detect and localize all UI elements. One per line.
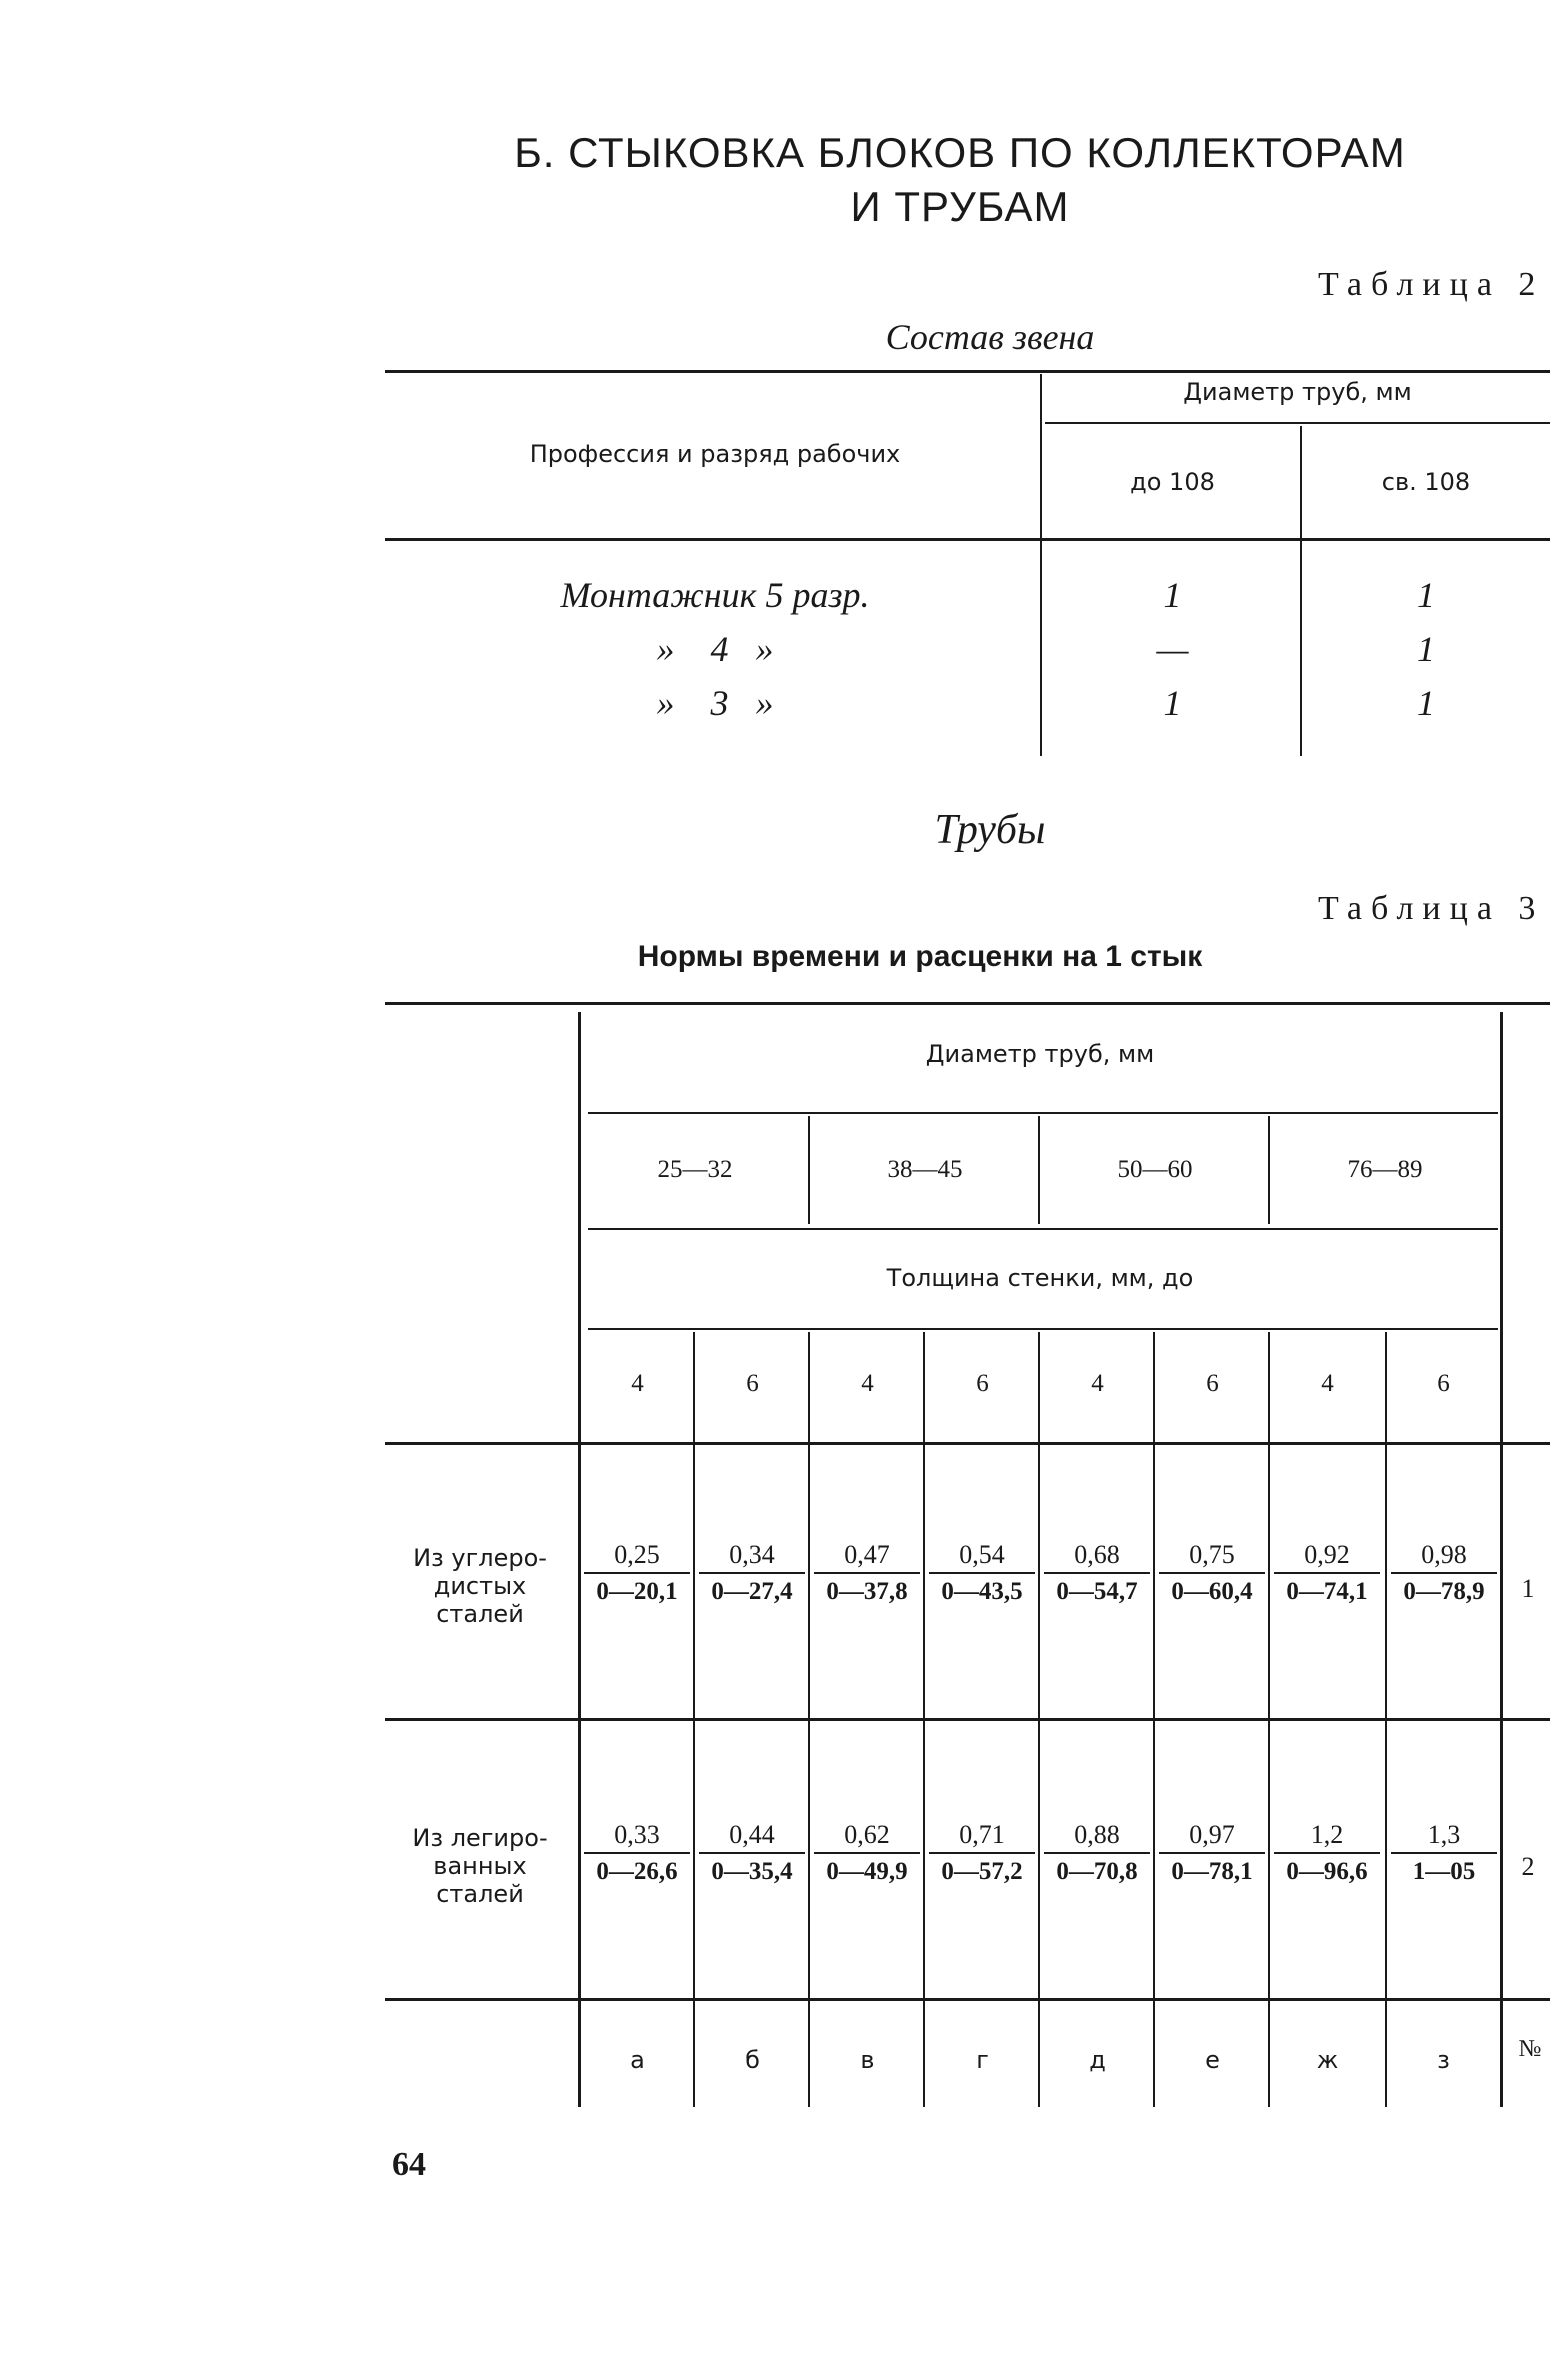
table3-header-wall: Толщина стенки, мм, до	[886, 1264, 1194, 1292]
table3-letter-z: з	[1437, 2046, 1450, 2074]
norm-value: 0,44	[729, 1820, 775, 1849]
price-value: 0—70,8	[1056, 1858, 1138, 1885]
table3-r2-c3	[810, 1820, 924, 1886]
table2-vline-1	[1040, 374, 1042, 756]
price-value: 0—20,1	[596, 1578, 678, 1605]
table2-row3-b: 1	[1417, 683, 1435, 723]
table3-row2-number: 2	[1521, 1852, 1535, 1881]
table3-r2-c4	[925, 1820, 1039, 1886]
price-value: 0—57,2	[941, 1858, 1023, 1885]
table2-row2-a: —	[1156, 629, 1189, 669]
section-title-line1: Б. СТЫКОВКА БЛОКОВ ПО КОЛЛЕКТОРАМ	[514, 129, 1406, 176]
table3-r1-c2	[695, 1540, 809, 1606]
table3-caption: Нормы времени и расценки на 1 стык	[637, 940, 1203, 973]
table2-label: Таблица 2	[1318, 266, 1545, 303]
table3-header-rule	[385, 1442, 1550, 1445]
table3-thickness-5: 4	[1091, 1370, 1104, 1397]
table2-row2-name: » 4 »	[656, 629, 774, 669]
norm-value: 0,71	[959, 1820, 1005, 1849]
price-value: 0—78,1	[1171, 1858, 1253, 1885]
table3-r1-c8	[1387, 1540, 1501, 1606]
table3-r1-c1	[580, 1540, 694, 1606]
subsection-title: Трубы	[934, 807, 1046, 853]
norm-value: 0,68	[1074, 1540, 1120, 1569]
table3-r2-c1	[580, 1820, 694, 1886]
table3-col-sep-4	[1038, 1332, 1040, 2107]
table3-group-3: 50—60	[1117, 1156, 1193, 1183]
table3-row-rule	[385, 1718, 1550, 1721]
norm-value: 0,88	[1074, 1820, 1120, 1849]
table3-thickness-4: 6	[976, 1370, 989, 1397]
table3-r1-c5	[1040, 1540, 1154, 1606]
table2-header-col2: св. 108	[1381, 468, 1471, 496]
price-value: 0—27,4	[711, 1578, 793, 1605]
table2-header-diameter: Диаметр труб, мм	[1183, 378, 1412, 406]
table3-col-sep-5	[1153, 1332, 1155, 2107]
norm-value: 0,98	[1421, 1540, 1467, 1569]
table3-r2-c6	[1155, 1820, 1269, 1886]
table2-top-rule	[385, 370, 1550, 373]
table3-r1-c6	[1155, 1540, 1269, 1606]
table3-rule-wall	[588, 1328, 1498, 1330]
table3-thickness-1: 4	[631, 1370, 644, 1397]
table3-no-label: №	[1518, 2036, 1542, 2062]
table2-subheader-rule	[1045, 422, 1550, 424]
table3-letter-g: г	[976, 2046, 989, 2074]
table3-col-sep-3	[923, 1332, 925, 2107]
table3-r2-c8	[1387, 1820, 1501, 1886]
norm-value: 1,2	[1310, 1820, 1344, 1849]
table3-letter-e: е	[1205, 2046, 1220, 2074]
table3-header-diameter: Диаметр труб, мм	[925, 1040, 1155, 1068]
table3-letter-a: а	[630, 2046, 645, 2074]
price-value: 0—78,9	[1403, 1578, 1485, 1605]
table2-row1-a: 1	[1163, 575, 1182, 615]
table3-rule-diameter	[588, 1112, 1498, 1114]
table3-r1-c7	[1270, 1540, 1384, 1606]
table3-bottom-rule	[385, 1998, 1550, 2001]
table3-col-sep-1	[693, 1332, 695, 2107]
table3-r1-c4	[925, 1540, 1039, 1606]
table2-row1-name: Монтажник 5 разр.	[560, 575, 870, 615]
table2-row2-b: 1	[1417, 629, 1435, 669]
table3-thickness-6: 6	[1206, 1370, 1219, 1397]
norm-value: 0,34	[729, 1540, 775, 1569]
table3-letter-v: в	[860, 2046, 875, 2074]
table2-row3-a: 1	[1163, 683, 1182, 723]
table3-thickness-7: 4	[1321, 1370, 1334, 1397]
table3-thickness-8: 6	[1437, 1370, 1450, 1397]
table3-thickness-3: 4	[861, 1370, 874, 1397]
table3-r2-c5	[1040, 1820, 1154, 1886]
table3-col-sep-6	[1268, 1332, 1270, 2107]
page-number: 64	[392, 2146, 426, 2183]
table2-header-rule	[385, 538, 1550, 541]
price-value: 0—43,5	[941, 1578, 1023, 1605]
price-value: 0—54,7	[1056, 1578, 1138, 1605]
table3-label: Таблица 3	[1318, 890, 1545, 927]
table3-row2-name: Из легиро- ванных сталей	[412, 1824, 548, 1908]
table3-group-1: 25—32	[657, 1156, 733, 1183]
table2-header-profession: Профессия и разряд рабочих	[529, 440, 901, 468]
table3-col-sep-7	[1385, 1332, 1387, 2107]
table3-r1-c3	[810, 1540, 924, 1606]
table3-letter-b: б	[745, 2046, 760, 2074]
norm-value: 0,25	[614, 1540, 660, 1569]
norm-value: 0,62	[844, 1820, 890, 1849]
price-value: 0—26,6	[596, 1858, 678, 1885]
table3-rule-groups	[588, 1228, 1498, 1230]
norm-value: 1,3	[1427, 1820, 1461, 1849]
table3-letter-zh: ж	[1316, 2046, 1339, 2074]
table3-r2-c7	[1270, 1820, 1384, 1886]
table3-group-2: 38—45	[887, 1156, 963, 1183]
table2-row1-b: 1	[1417, 575, 1435, 615]
price-value: 0—37,8	[826, 1578, 908, 1605]
norm-value: 0,33	[614, 1820, 660, 1849]
norm-value: 0,54	[959, 1540, 1005, 1569]
price-value: 0—49,9	[826, 1858, 908, 1885]
price-value: 1—05	[1412, 1858, 1476, 1885]
norm-value: 0,47	[844, 1540, 890, 1569]
norm-value: 0,92	[1304, 1540, 1350, 1569]
table3-row1-name: Из углеро- дистых сталей	[413, 1544, 547, 1628]
norm-value: 0,75	[1189, 1540, 1235, 1569]
price-value: 0—74,1	[1286, 1578, 1368, 1605]
table2-row3-name: » 3 »	[656, 683, 774, 723]
price-value: 0—60,4	[1171, 1578, 1253, 1605]
table3-letter-d: д	[1089, 2046, 1106, 2074]
table3-r2-c2	[695, 1820, 809, 1886]
price-value: 0—96,6	[1286, 1858, 1368, 1885]
table3-row1-number: 1	[1521, 1574, 1535, 1603]
table3-col-sep-2	[808, 1332, 810, 2107]
norm-value: 0,97	[1189, 1820, 1235, 1849]
price-value: 0—35,4	[711, 1858, 793, 1885]
table2-caption: Состав звена	[885, 317, 1095, 357]
table2-header-col1: до 108	[1130, 468, 1215, 496]
table3-thickness-2: 6	[746, 1370, 759, 1397]
table3-top-rule	[385, 1002, 1550, 1005]
section-title-line2: И ТРУБАМ	[850, 183, 1070, 230]
table3-group-4: 76—89	[1347, 1156, 1423, 1183]
